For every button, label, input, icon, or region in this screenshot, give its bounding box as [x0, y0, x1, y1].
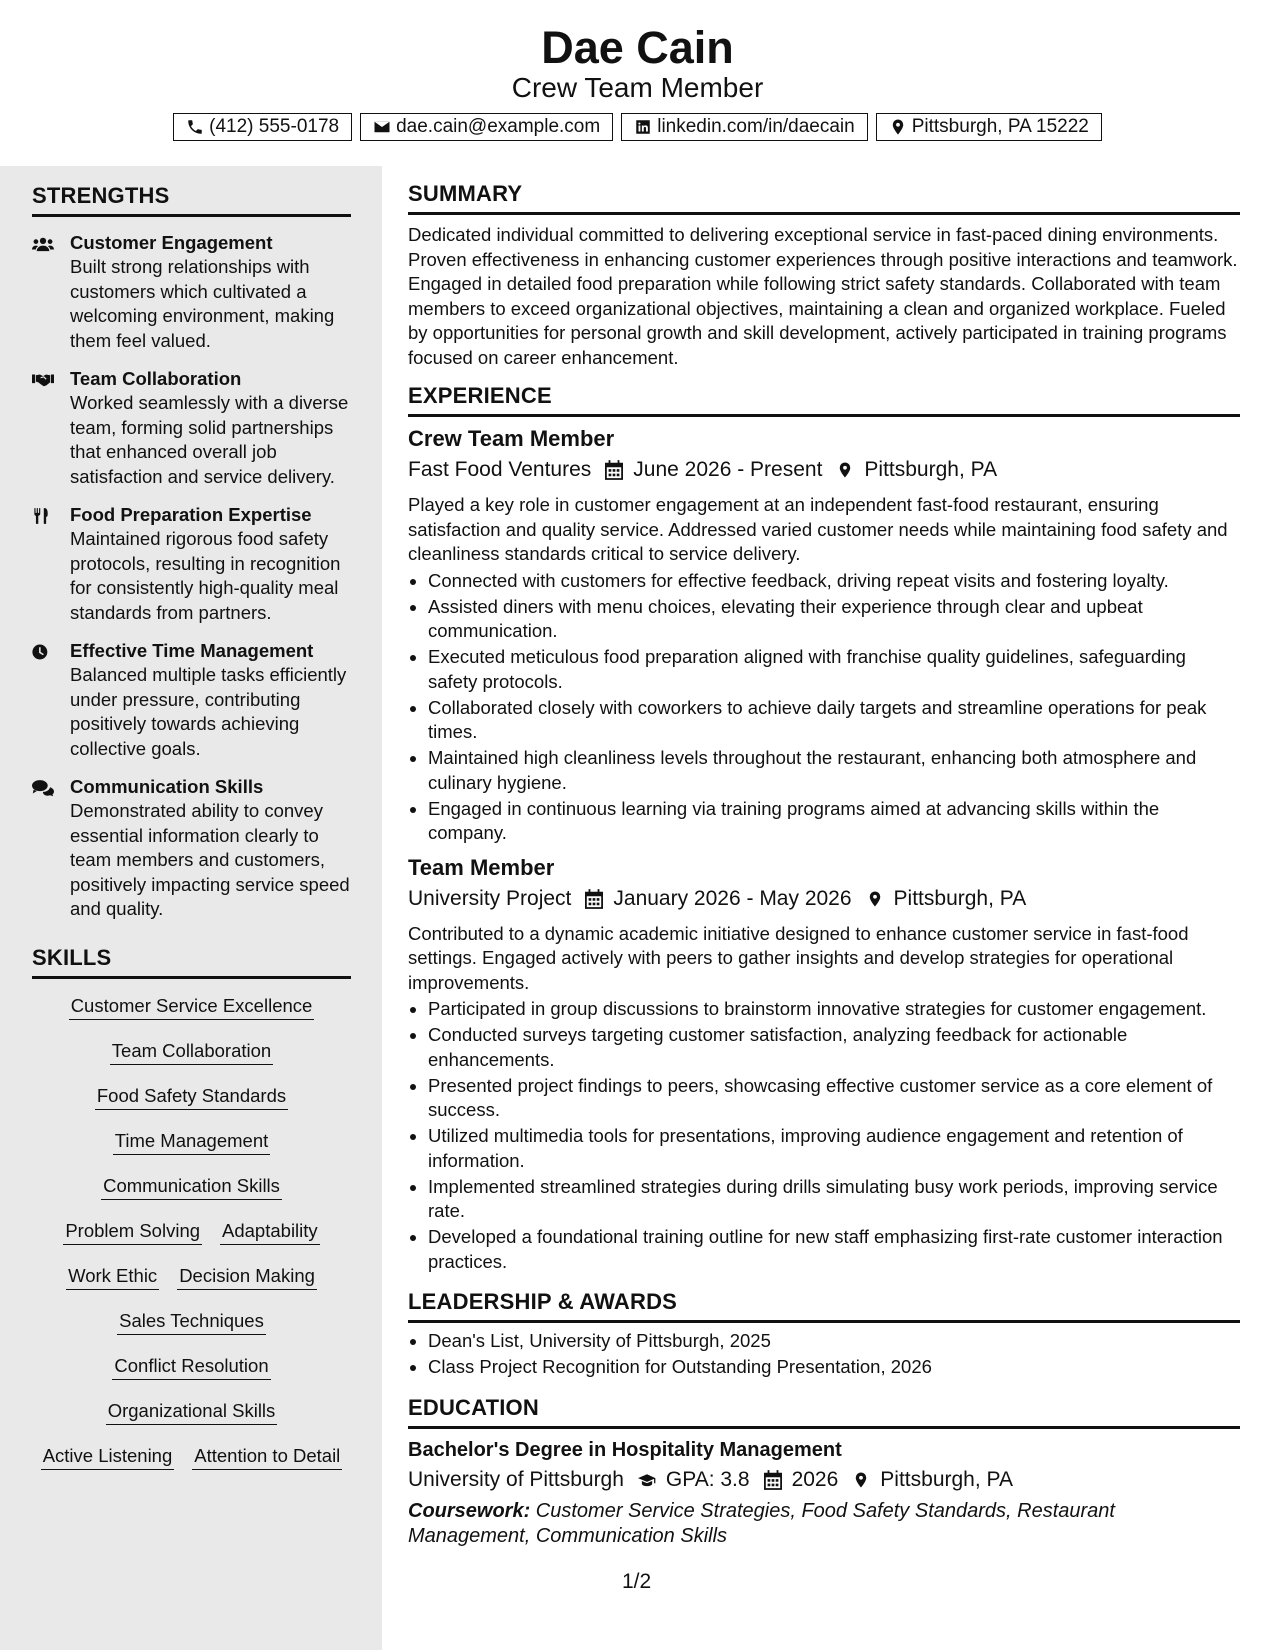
skill-tag: Decision Making [177, 1263, 317, 1290]
skill-tag: Customer Service Excellence [69, 993, 315, 1020]
map-pin-icon [852, 1470, 870, 1490]
list-item: • Developed a foundational training outline for new staff emphasizing first-rate customer interaction practices. [428, 1225, 1240, 1274]
list-item: • Engaged in continuous learning via training programs aimed at advancing skills within the company. [428, 797, 1240, 846]
contact-phone[interactable] [173, 113, 352, 141]
list-item: • Collaborated closely with coworkers to achieve daily targets and streamline operations for peak times. [428, 696, 1240, 745]
job-description: Played a key role in customer engagement at an independent fast-food restaurant, ensuring satisfaction and quality service. Addressed varied customer needs while maintaining food safety and cleanliness standards critical to service delivery. [408, 494, 1228, 564]
strength-item [32, 367, 351, 489]
skill-tag: Adaptability [220, 1218, 320, 1245]
sidebar [0, 166, 382, 1650]
skill-tag: Organizational Skills [106, 1398, 278, 1425]
envelope-icon [373, 118, 391, 136]
list-item: • Participated in group discussions to brainstorm innovative strategies for customer engagement. [428, 997, 1240, 1022]
strength-title: Effective Time Management [70, 640, 314, 661]
calendar-icon [764, 1470, 782, 1490]
strength-title: Food Preparation Expertise [70, 504, 312, 525]
linkedin-icon [634, 118, 652, 136]
strength-desc: Worked seamlessly with a diverse team, forming solid partnerships that enhanced overall job satisfaction and service delivery. [70, 392, 349, 487]
education-section [408, 1394, 1240, 1549]
skill-tag: Sales Techniques [117, 1308, 266, 1335]
strength-desc: Maintained rigorous food safety protocols, resulting in recognition for consistently high-quality meal standards from partners. [70, 528, 341, 623]
summary-heading: SUMMARY [408, 180, 1240, 215]
job-description: Contributed to a dynamic academic initiative designed to enhance customer service in fast-food settings. Engaged actively with peers to gather insights and develop strategies for operational improvements. [408, 922, 1189, 993]
coursework-list: Customer Service Strategies, Food Safety Standards, Restaurant Management, Communication Skills [408, 1499, 1115, 1547]
job-location: Pittsburgh, PA [893, 886, 1027, 910]
strength-desc: Balanced multiple tasks efficiently under pressure, contributing positively towards achieving collective goals. [70, 664, 347, 759]
summary-section [408, 180, 1240, 370]
skill-tag: Time Management [113, 1128, 271, 1155]
coursework [408, 1499, 1240, 1549]
main-content [408, 166, 1240, 1549]
strength-item [32, 775, 351, 922]
gpa-text: GPA: 3.8 [665, 1467, 750, 1491]
list-item: • Presented project findings to peers, showcasing effective customer service as a core element of success. [428, 1074, 1240, 1123]
strengths-heading: STRENGTHS [32, 182, 351, 217]
linkedin-text: linkedin.com/in/daecain [657, 116, 855, 137]
phone-text: (412) 555-0178 [209, 116, 340, 137]
list-item: • Maintained high cleanliness levels throughout the restaurant, enhancing both atmosphere and culinary hygiene. [428, 746, 1240, 795]
list-item: • Dean's List, University of Pittsburgh, 2025 [428, 1329, 1240, 1354]
skill-tag: Conflict Resolution [112, 1353, 270, 1380]
map-pin-icon [866, 889, 884, 909]
users-icon [32, 234, 54, 254]
job-entry [408, 854, 1240, 1275]
candidate-role: Crew Team Member [511, 72, 764, 103]
map-pin-icon [889, 118, 907, 136]
contact-linkedin[interactable] [621, 113, 868, 141]
list-item: • Conducted surveys targeting customer satisfaction, analyzing feedback for actionable enhancements. [428, 1023, 1240, 1072]
graduation-year: 2026 [791, 1467, 839, 1491]
email-text: dae.cain@example.com [396, 116, 601, 137]
page-indicator: 1/2 [622, 1570, 652, 1593]
contact-bar [0, 113, 1275, 141]
skills-heading: SKILLS [32, 944, 351, 979]
coursework-label: Coursework: [408, 1499, 531, 1522]
list-item: • Assisted diners with menu choices, elevating their experience through clear and upbeat communication. [428, 595, 1240, 644]
strength-desc: Built strong relationships with customers which cultivated a welcoming environment, making them feel valued. [70, 256, 335, 351]
job-title: Team Member [408, 854, 555, 880]
resume-header [0, 0, 1275, 160]
map-pin-icon [836, 460, 854, 480]
school-name: University of Pittsburgh [408, 1467, 624, 1491]
list-item: • Class Project Recognition for Outstanding Presentation, 2026 [428, 1355, 1240, 1380]
comments-icon [32, 778, 54, 798]
contact-location[interactable] [876, 113, 1102, 141]
leadership-heading: LEADERSHIP & AWARDS [408, 1288, 1240, 1323]
strength-title: Communication Skills [70, 776, 264, 797]
job-dates: January 2026 - May 2026 [613, 886, 852, 910]
graduation-cap-icon [638, 1470, 656, 1490]
job-location: Pittsburgh, PA [864, 458, 998, 481]
school-location: Pittsburgh, PA [880, 1467, 1013, 1491]
leadership-section [408, 1288, 1240, 1380]
awards-list [408, 1329, 1240, 1380]
job-bullets [408, 997, 1240, 1274]
degree-title: Bachelor's Degree in Hospitality Management [408, 1438, 842, 1461]
list-item: • Connected with customers for effective feedback, driving repeat visits and fostering loyalty. [428, 569, 1240, 594]
skill-tag: Attention to Detail [192, 1443, 342, 1470]
strength-title: Team Collaboration [70, 368, 242, 389]
job-dates: June 2026 - Present [633, 458, 823, 481]
phone-icon [186, 118, 204, 136]
utensils-icon [32, 506, 54, 526]
experience-heading: EXPERIENCE [408, 382, 1240, 417]
summary-text: Dedicated individual committed to delivering exceptional service in fast-paced dining environments. Proven effectiveness in enhancing customer experiences through positive interactions and teamwork. Engaged in detailed food preparation while following strict safety standards. Collaborated with team members to exceed organizational objectives, maintaining a clean and organized workplace. Fueled by opportunities for personal growth and skill development, actively participated in training programs focused on career enhancement. [408, 224, 1238, 368]
list-item: • Implemented streamlined strategies during drills simulating busy work periods, improving service rate. [428, 1175, 1240, 1224]
strength-title: Customer Engagement [70, 232, 273, 253]
skill-tag: Team Collaboration [110, 1038, 273, 1065]
skill-tag: Active Listening [41, 1443, 175, 1470]
list-item: • Utilized multimedia tools for presentations, improving audience engagement and retention of information. [428, 1124, 1240, 1173]
job-entry [408, 425, 1240, 846]
list-item: • Executed meticulous food preparation aligned with franchise quality guidelines, safeguarding safety protocols. [428, 645, 1240, 694]
job-org: University Project [408, 886, 572, 910]
skill-tag: Problem Solving [63, 1218, 202, 1245]
skill-tag: Work Ethic [66, 1263, 159, 1290]
clock-icon [32, 642, 54, 662]
calendar-icon [585, 889, 603, 909]
strength-item [32, 231, 351, 353]
skill-tag: Food Safety Standards [95, 1083, 288, 1110]
skills-list [32, 993, 351, 1488]
strength-desc: Demonstrated ability to convey essential information clearly to team members and customers, positively impacting service speed and quality. [70, 800, 350, 919]
education-heading: EDUCATION [408, 1394, 1240, 1429]
strength-item [32, 639, 351, 761]
contact-email[interactable] [360, 113, 613, 141]
location-text: Pittsburgh, PA 15222 [911, 116, 1089, 137]
experience-section [408, 382, 1240, 1274]
job-org: Fast Food Ventures [408, 458, 592, 481]
job-title: Crew Team Member [408, 426, 615, 451]
job-bullets [408, 569, 1240, 846]
calendar-icon [605, 460, 623, 480]
strength-item [32, 503, 351, 625]
handshake-icon [32, 370, 54, 390]
skill-tag: Communication Skills [101, 1173, 282, 1200]
candidate-name: Dae Cain [541, 22, 734, 73]
